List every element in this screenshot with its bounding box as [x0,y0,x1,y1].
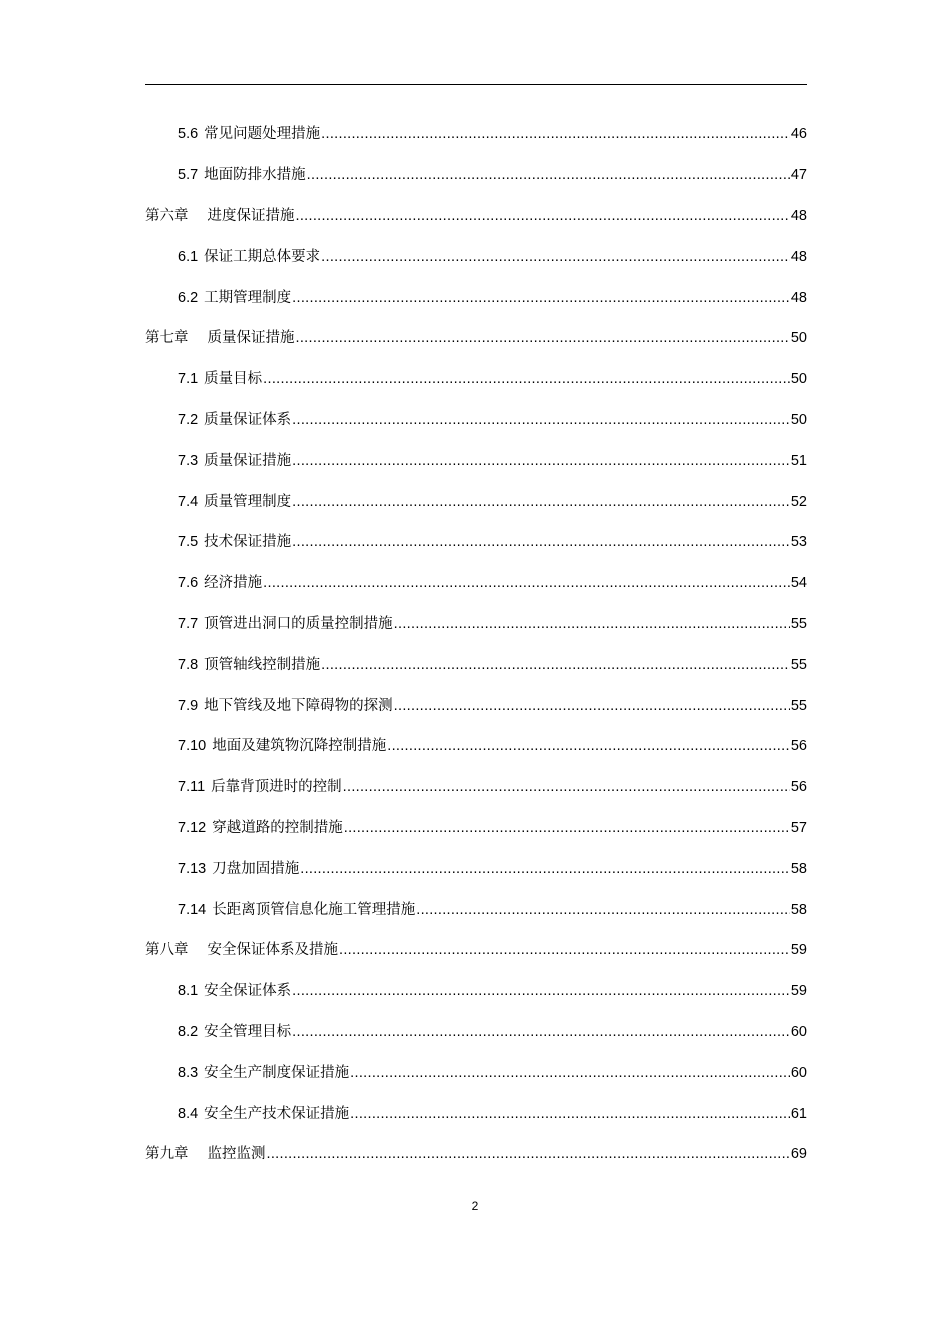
toc-entry-label [178,859,299,879]
toc-dot-leader [350,1063,790,1083]
toc-dot-leader [296,206,790,226]
toc-entry-label [178,981,291,1001]
toc-section-entry[interactable] [145,767,807,808]
toc-page-number: 54 [790,575,807,592]
toc-entry-number: 7.4 [178,493,199,510]
toc-section-entry[interactable] [145,277,807,318]
toc-page-number: 56 [790,779,807,796]
toc-dot-leader [292,532,790,552]
toc-section-entry[interactable] [145,644,807,685]
toc-entry-title: 后靠背顶进时的控制 [211,779,342,796]
toc-entry-title: 经济措施 [204,575,263,592]
toc-page-number: 60 [790,1023,807,1040]
toc-page-number: 48 [790,207,807,224]
toc-entry-number: 6.1 [178,248,199,265]
toc-page-number: 48 [790,248,807,265]
toc-entry-number: 7.3 [178,452,199,469]
toc-entry-title: 质量目标 [204,371,263,388]
toc-entry-number: 7.13 [178,860,207,877]
toc-page-number: 48 [790,289,807,306]
toc-entry-title: 安全生产制度保证措施 [204,1064,350,1081]
toc-entry-number: 7.10 [178,738,207,755]
page-number: 2 [471,1199,479,1213]
toc-entry-label [178,818,343,838]
toc-entry-label [178,573,262,593]
toc-section-entry[interactable] [145,236,807,277]
toc-section-entry[interactable] [145,155,807,196]
toc-dot-leader [321,247,790,267]
toc-entry-title: 质量保证体系 [204,411,292,428]
toc-entry-label [178,614,393,634]
toc-page-number: 58 [790,901,807,918]
toc-entry-title: 进度保证措施 [207,207,295,224]
toc-entry-label [178,777,342,797]
toc-dot-leader [387,736,790,756]
toc-dot-leader [267,1144,790,1164]
toc-entry-label [178,492,291,512]
toc-entry-number: 8.4 [178,1105,199,1122]
toc-entry-number: 7.5 [178,534,199,551]
toc-page-number: 46 [790,126,807,143]
toc-dot-leader [292,451,790,471]
toc-page-number: 55 [790,615,807,632]
toc-page-number: 55 [790,656,807,673]
toc-section-entry[interactable] [145,563,807,604]
toc-entry-number: 7.8 [178,656,199,673]
toc-chapter-entry[interactable] [145,930,807,971]
toc-entry-label [145,1144,266,1164]
toc-entry-number: 7.2 [178,411,199,428]
toc-page-number: 50 [790,330,807,347]
toc-dot-leader [350,1104,790,1124]
toc-entry-title: 安全生产技术保证措施 [204,1105,350,1122]
toc-entry-title: 地面及建筑物沉降控制措施 [212,738,387,755]
toc-section-entry[interactable] [145,359,807,400]
toc-entry-number: 第八章 [145,942,189,959]
toc-dot-leader [300,859,790,879]
toc-entry-label [178,736,386,756]
toc-dot-leader [307,165,790,185]
toc-entry-label [178,696,393,716]
toc-entry-number: 7.7 [178,615,199,632]
toc-entry-number: 第六章 [145,207,189,224]
toc-entry-label [178,369,262,389]
toc-entry-number: 7.9 [178,697,199,714]
toc-entry-number: 8.1 [178,983,199,1000]
toc-dot-leader [394,696,790,716]
toc-entry-number: 5.7 [178,167,199,184]
toc-dot-leader [416,900,790,920]
toc-entry-title: 质量保证措施 [204,452,292,469]
toc-page-number: 50 [790,411,807,428]
toc-entry-number: 6.2 [178,289,199,306]
toc-entry-label [178,410,291,430]
toc-page-number: 58 [790,860,807,877]
toc-entry-title: 常见问题处理措施 [204,126,321,143]
toc-entry-label [178,247,320,267]
toc-dot-leader [292,981,790,1001]
toc-section-entry[interactable] [145,889,807,930]
toc-dot-leader [321,124,790,144]
toc-entry-label [145,206,295,226]
toc-entry-label [178,1063,349,1083]
toc-entry-number: 第七章 [145,330,189,347]
toc-entry-label [145,940,338,960]
toc-dot-leader [343,777,790,797]
toc-entry-number: 7.1 [178,371,199,388]
toc-entry-title: 安全管理目标 [204,1023,292,1040]
toc-page-number: 69 [790,1146,807,1163]
toc-entry-title: 质量保证措施 [207,330,295,347]
toc-dot-leader [344,818,790,838]
toc-entry-number: 7.11 [178,779,206,796]
toc-entry-title: 穿越道路的控制措施 [212,819,343,836]
toc-page-number: 47 [790,167,807,184]
toc-section-entry[interactable] [145,1093,807,1134]
toc-dot-leader [296,328,790,348]
toc-page-number: 51 [790,452,807,469]
toc-entry-title: 刀盘加固措施 [212,860,300,877]
toc-entry-label [178,124,320,144]
toc-page-number: 55 [790,697,807,714]
toc-entry-number: 7.12 [178,819,207,836]
toc-section-entry[interactable] [145,114,807,155]
toc-entry-title: 地下管线及地下障碍物的探测 [204,697,393,714]
toc-entry-number: 第九章 [145,1146,189,1163]
toc-entry-title: 监控监测 [207,1146,266,1163]
toc-dot-leader [292,288,790,308]
toc-chapter-entry[interactable] [145,1134,807,1175]
toc-entry-label [145,328,295,348]
toc-dot-leader [339,940,790,960]
toc-section-entry[interactable] [145,1012,807,1053]
toc-section-entry[interactable] [145,481,807,522]
header-rule [145,84,807,85]
toc-entry-label [178,655,320,675]
toc-chapter-entry[interactable] [145,196,807,237]
toc-entry-title: 长距离顶管信息化施工管理措施 [212,901,416,918]
toc-dot-leader [321,655,790,675]
toc-section-entry[interactable] [145,604,807,645]
toc-section-entry[interactable] [145,848,807,889]
toc-section-entry[interactable] [145,808,807,849]
toc-section-entry[interactable] [145,685,807,726]
toc-entry-label [178,165,306,185]
toc-entry-number: 7.6 [178,575,199,592]
toc-entry-number: 8.3 [178,1064,199,1081]
toc-page-number: 59 [790,942,807,959]
toc-page-number: 52 [790,493,807,510]
toc-section-entry[interactable] [145,971,807,1012]
toc-chapter-entry[interactable] [145,318,807,359]
toc-dot-leader [292,410,790,430]
toc-dot-leader [292,492,790,512]
toc-entry-label [178,451,291,471]
toc-entry-number: 8.2 [178,1023,199,1040]
toc-page-number: 61 [790,1105,807,1122]
toc-page-number: 59 [790,983,807,1000]
toc-entry-number: 7.14 [178,901,207,918]
toc-section-entry[interactable] [145,400,807,441]
toc-entry-title: 工期管理制度 [204,289,292,306]
table-of-contents [145,114,807,1175]
toc-entry-label [178,900,415,920]
toc-entry-title: 保证工期总体要求 [204,248,321,265]
toc-entry-label [178,532,291,552]
toc-page-number: 60 [790,1064,807,1081]
toc-entry-title: 地面防排水措施 [204,167,306,184]
toc-page-number: 57 [790,819,807,836]
toc-dot-leader [394,614,790,634]
toc-entry-title: 安全保证体系及措施 [207,942,338,959]
toc-entry-label [178,288,291,308]
toc-page-number: 53 [790,534,807,551]
toc-section-entry[interactable] [145,522,807,563]
toc-section-entry[interactable] [145,440,807,481]
toc-page-number: 56 [790,738,807,755]
toc-entry-title: 安全保证体系 [204,983,292,1000]
toc-dot-leader [292,1022,790,1042]
toc-entry-title: 顶管轴线控制措施 [204,656,321,673]
toc-section-entry[interactable] [145,1052,807,1093]
toc-page-number: 50 [790,371,807,388]
toc-section-entry[interactable] [145,726,807,767]
toc-entry-label [178,1022,291,1042]
toc-entry-title: 技术保证措施 [204,534,292,551]
toc-entry-label [178,1104,349,1124]
toc-dot-leader [263,369,790,389]
toc-entry-title: 质量管理制度 [204,493,292,510]
toc-entry-number: 5.6 [178,126,199,143]
toc-entry-title: 顶管进出洞口的质量控制措施 [204,615,393,632]
toc-dot-leader [263,573,790,593]
